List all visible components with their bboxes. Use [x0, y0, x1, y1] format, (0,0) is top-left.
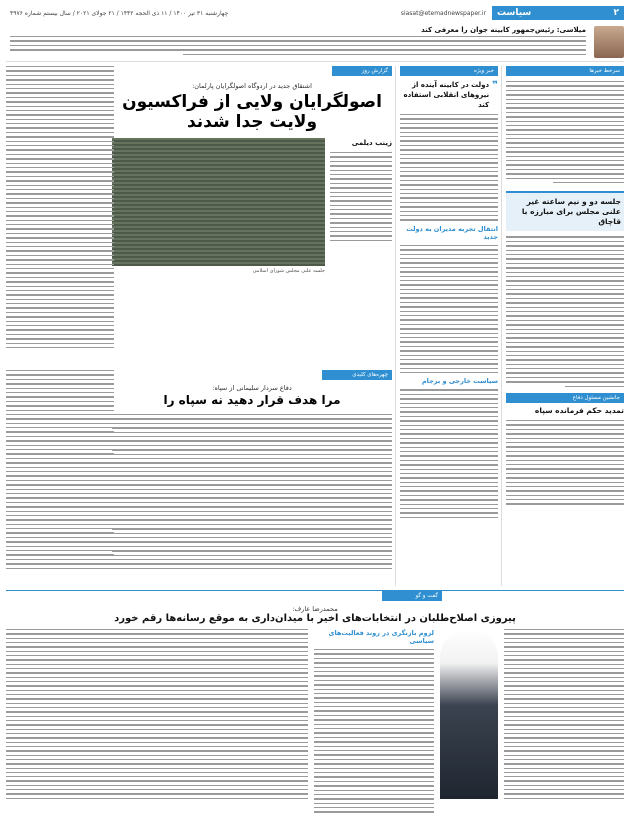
- bottom-subhead: لزوم بازنگری در روند فعالیت‌های سیاسی: [328, 629, 434, 645]
- issue-date: چهارشنبه ۳۱ تیر ۱۴۰۰ / ۱۱ ذی الحجه ۱۴۴۲ / ۲۱ جولای ۲۰۲۱ / سال بیستم شماره ۴۹۷۶: [10, 9, 229, 17]
- parliament-photo: [112, 138, 325, 266]
- quote-body: [330, 152, 392, 241]
- mid-tag: چهره‌های کلیدی: [322, 370, 392, 380]
- page-header: [6, 6, 624, 20]
- bottom-col-right: [504, 629, 624, 799]
- bottom-headline: پیروزی اصلاح‌طلبان در انتخابات‌های اخیر با میدان‌داری به موقع رسانه‌ها رقم خورد: [114, 613, 516, 624]
- irgc-body: [506, 420, 624, 505]
- irgc-tag: جانشین مسئول دفاع: [506, 393, 624, 403]
- left-column-body: [6, 66, 114, 348]
- bottom-tag: گفت و گو: [382, 591, 442, 601]
- mid-story: [112, 370, 392, 584]
- lead-strip: [6, 24, 624, 62]
- page-number: ۲: [613, 8, 619, 18]
- main-story: [112, 66, 392, 366]
- special-news-body: [400, 114, 498, 221]
- mid-left-body: [6, 370, 114, 569]
- smuggling-body: [506, 236, 624, 387]
- right-news-briefs: [506, 81, 624, 183]
- subhead-foreign-policy: سیاست خارجی و برجام: [421, 377, 498, 386]
- smuggling-title: جلسه دو و نیم ساعته غیر علنی مجلس برای مبارزه با قاچاق: [521, 197, 621, 227]
- subhead-experience: انتقال تجربه مدیران به دولت جدید: [406, 224, 498, 241]
- smuggling-box: [506, 191, 624, 231]
- quote-author: زینب دیلمی: [351, 139, 392, 147]
- quote-icon: ❞: [492, 80, 498, 91]
- mid-kicker: دفاع سردار سلیمانی از سپاه:: [212, 384, 292, 392]
- second-column: [400, 66, 498, 586]
- section-email[interactable]: siasat@etemadnewspaper.ir: [400, 9, 486, 17]
- mid-left-column: [6, 370, 114, 584]
- bottom-col-left: [6, 629, 308, 799]
- photo-caption: جلسه علنی مجلس شورای اسلامی: [252, 268, 325, 274]
- bottom-story: [6, 590, 624, 816]
- section-name: سیاست: [497, 8, 532, 18]
- lead-title: میلاسی: رئیس‌جمهور کابینه جوان را معرفی کند: [421, 26, 586, 34]
- main-section-tag: گزارش روز: [332, 66, 392, 76]
- mid-body: [112, 414, 392, 569]
- left-column: [6, 66, 114, 366]
- bottom-kicker: محمدرضا عارف:: [292, 605, 338, 613]
- section-label: [492, 6, 624, 20]
- lead-portrait: [594, 26, 624, 58]
- special-news-title: دولت در کابینه آینده از نیروهای انقلابی استفاده کند: [403, 81, 490, 109]
- main-headline: اصولگرایان ولایی از فراکسیون ولایت جدا شدند: [122, 92, 382, 132]
- main-kicker: اشتقاق جدید در اردوگاه اصولگرایان پارلمان:: [192, 82, 312, 90]
- special-news-tag: خبر ویژه: [400, 66, 498, 76]
- lead-body: [10, 36, 586, 58]
- right-column-tag: سرخط خبرها: [506, 66, 624, 76]
- arefi-portrait: [440, 629, 498, 799]
- irgc-title: تمدید حکم فرمانده سپاه: [534, 406, 624, 416]
- mid-headline: مرا هدف قرار دهید نه سپاه را: [163, 393, 341, 407]
- right-column: [506, 66, 624, 586]
